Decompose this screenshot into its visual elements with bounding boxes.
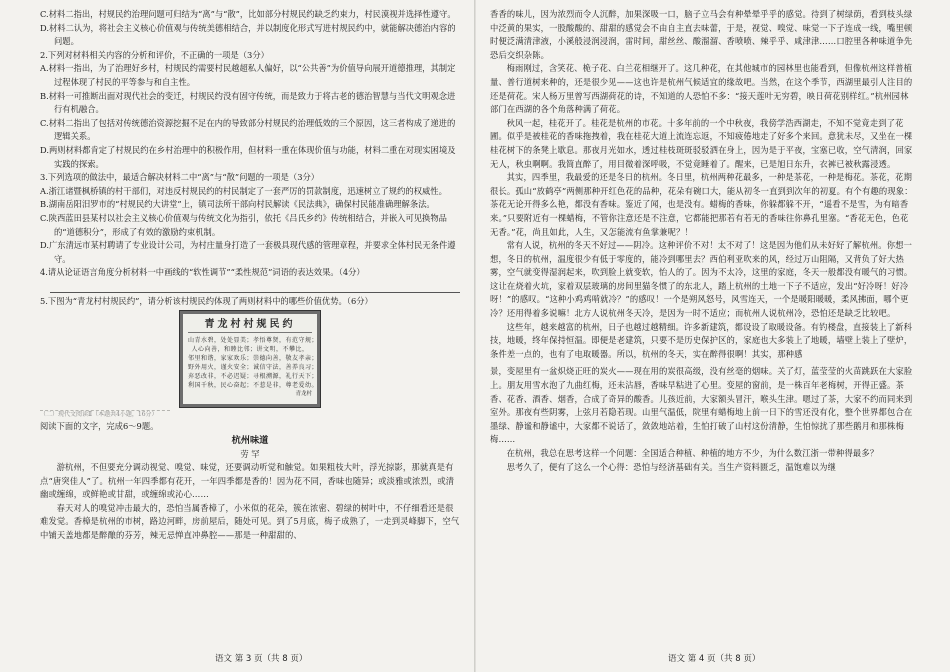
q3-option-d: D.广东清远市某村聘请了专业设计公司，为村庄量身打造了一套极具现代感的管理章程，并要求全体村民无条件遵守。 <box>40 240 456 264</box>
left-page <box>40 8 460 644</box>
right-page <box>490 8 915 644</box>
article-paragraph: 这些年，越来越富的杭州，日子也越过越精细。许多新建筑，都设设了取暖设备。有钓楼盘，直接装上了新科技，地暖，终年保持恒温。即便是老建筑，只要不是历史保护区的，家庭也大多装上了地暖，墙壁上装上了壁炉，条件差一点的，也有了电取暖器。所以，杭州的冬天，实在醉得很啊！其实，那种感 <box>490 321 913 359</box>
village-rules-figure <box>40 310 460 408</box>
q2-stem: 2.下列对材料相关内容的分析和评价，不正确的一项是（3分） <box>40 49 269 60</box>
article-paragraph: 其实，四季里，我最爱的还是冬日的杭州。冬日里，杭州两种花最多，一种是茶花，一种是梅花。茶花，花期很长。孤山“放鹤亭”两侧那种开红色花的品种，花朵有碗口大，能从初冬一直到到次年的初夏。有个有趣的现象：茶花无论开得多么艳，都没有香味。鉴近了闻，也是没有。蜡梅的香味，你躲都躲不开，“遥看不是雪，为有暗香来。”只要附近有一棵蜡梅，不管你注意还是不注意，它都能把那若有若无的香味往你鼻孔里塞。“香花无色，色花无香。”花，尚且如此，人生，又怎能流有鱼掌兼呢？！ <box>490 172 913 237</box>
q1-option-d: D.材料二认为，将社会主义核心价值观与传统美德相结合，并以制度化形式写进村规民约中，就能解决德治内容的问题。 <box>40 22 456 47</box>
q2-option-c: C.材料二指出了包括对传统德治资源挖掘不足在内的导致部分村规民约治理低效的三个原因，这三者构成了递进的逻辑关系。 <box>40 117 456 142</box>
article-paragraph: 思考久了，便有了这么一个心得：恐怕与经济基础有关。当生产资料匮乏，温饱难以为继 <box>506 461 837 472</box>
village-rules-line: 邻里和谐，家家欢乐；崇德向善，敬友孝亲； <box>188 355 319 363</box>
page-divider <box>474 0 476 672</box>
q3-stem: 3.下列选项的做法中，最适合解决材料二中“离”与“散”问题的一项是（3分） <box>40 172 320 183</box>
q3-option-c: C.陕西蓝田县某村以社会主义核心价值观与传统文化为指引，依托《吕氏乡约》传统相结合，并嵌入可见换物品的“道德积分”，形成了有效的激励约束机制。 <box>40 212 447 237</box>
village-rules-title: 青龙村村规民约 <box>188 318 312 333</box>
q3-option-a: A.浙江诸暨枫桥镇的村干部们，对违反村规民约的村民制定了一套严厉的罚款制度，迅速树立了规约的权威性。 <box>40 185 447 196</box>
village-rules-line: 人心向善，和睦比邻；讲文明，不攀比， <box>191 346 309 354</box>
q1-option-c: C.材料二指出，村规民约治理问题可归结为“离”与“散”，比如部分村规民约缺乏约束力，村民漠视并选择性遵守。 <box>40 9 456 19</box>
q2-option-a: A.材料一指出，为了治理好乡村，村规民约需要村民越超私人偏好，以“公共善”为价值导向展开道德推理，其制定过程体现了村民的平等参与和自主性。 <box>40 63 456 87</box>
article-paragraph: 春天对人的嗅觉冲击最大的，恐怕当属香樟了，小米似的花朵，簇在浓密、碧绿的树叶中，不仔细看还是很难发觉。香樟是杭州的市树，路边河畔，房前屋后，随处可见。到了5月底，梅子成熟了，一走到灵峰脚下，空气中铺天盖地都是醉酿的芬芳，辣无忌惮直冲鼻腔——那是一种甜甜的、 <box>40 502 460 541</box>
village-rules-line: 山青水碧，处处显美；孝悟尊贤，有范守规； <box>188 337 319 345</box>
article-paragraph: 常有人说，杭州的冬天不好过——阴冷。这种评价不对！太不对了！这是因为他们从未好好了解杭州。你想一想，冬日的杭州，温度很少有低于零度的，能冷到哪里去？西伯利亚吹来的风，经过万山阻隔，又背负了好大热雾，空气就变得湿润起来，吹到脸上就变软，怡人的了。因为不太冷，这里的家庭，冬天一般都没有暖气的习惯。这让在烧着火坑，家着双层玻璃的房间里猫冬惯了的东北人，踏上杭州的土地一下子不适应，发出“好冷呀！好冷呀！”的感叹。“这种小鸡鸡啃就冷？”的感叹！一个是朔风怒号，风雪连天，一个是暖阳暖暖，柔风拂面，哪个更冷？还用得着多说嘛！北方人说杭州冬天冷，是因为一时不适应；而杭州人说杭州冷，恐怕还是缺乏比较吧。 <box>490 240 913 319</box>
q2-option-b: B.材料一可推断出面对现代社会的变迁，村规民约没有固守传统，而是致力于将古老的德治智慧与当代文明观念进行有机融合。 <box>40 90 456 115</box>
article-paragraph: 景，变屋里有一盆炽烧正旺的炭火——现在用的炭很高级，没有丝毫的烟味。关了灯，蓝莹莹的火苗跳跃在大家脸上。朋友用雪水泡了九曲红梅，还未沾唇，香味早粘进了心里。变屋的窗前，是一株百年老梅树，开得正盛。茶香、花香、酒香、烟香，合成了奇异的酸香。儿孩近前，大家额头冒汗，喉头生津。嗯过了茶，大家不约而同来到室外。那夜有些阴雾，上弦月若隐若现。山里气温低，院里有蜡梅地上前一日下的雪还没有化，整个世界都包合在墨绿、静谧和静谧中，大家都不说话了，敛敛地站着，生怕打破了山村这份清静，生怕惊扰了那些鹅月和那株梅梅…… <box>490 366 913 445</box>
q5-stem: 5.下图为“青龙村村规民约”，请分析该村规民约体现了两则材料中的哪些价值优势。（6分） <box>40 295 373 306</box>
article-paragraph: 梅雨刚过，含笑花、桅子花、白兰花相继开了。这几种花，在其他城市的园林里也能看到，但像杭州这样普植量、普行道树来种的，还是很少见——这也许是杭州气候适宜的缘故吧。当然，在这个季节，西湖里最引人注目的还是荷花。宋人杨万里曾写西湖荷花的诗，不知道的人恐怕不多：“接天莲叶无穷碧，映日荷花别样红。”杭州园林部门在西湖的各个角落种满了荷花。 <box>490 63 913 115</box>
page-footer-right: 语文 第 4 页（共 8 页） <box>668 654 761 664</box>
article-paragraph: 在杭州，我总在思考这样一个问题：全国适合种植、种植的地方不少，为什么数江浙一带种得最多？ <box>506 448 879 458</box>
q4-stem: 4.请从论证语言角度分析材料一中画线的“软性调节”“柔性规范”词语的表达效果。（4分） <box>40 267 365 278</box>
q3-option-b: B.湖南岳阳汨罗市的“村规民约大讲堂”上，镇司法所干部向村民解读《民法典》，确保村民能准确理解条法。 <box>40 199 435 210</box>
village-rules-line: 弃恶改非，不必迟疑；寻根溯源，礼行天下； <box>188 373 319 381</box>
village-rules-line: 利国千秋，民心奋起；不惹是非，尊老爱幼。 <box>188 382 319 390</box>
article-paragraph: 游杭州，不但要充分调动视觉、嗅觉、味觉，还要调动听觉和触觉。如果粗枝大叶，浮光掠影，那就真是有点“唐突佳人”了。杭州一年四季都有花开，一年四季都是香的！因为花不同，香味也随异；或淡雅或浓烈，或清幽或缠绵，或鲜艳或甘甜，或缠绵或沁心…… <box>40 462 455 500</box>
village-rules-line: 野外用火，谨火安全；诚信守法，善养良习； <box>188 364 319 372</box>
article-paragraph: 香香的味儿，因为浓烈而令人沉醉，加果深吸一口，脑子立马会有种晕晕乎乎的感觉。待到了树绿荫，看到枝头绿中泛黄的果实，一股酸酸的、甜甜的感觉会不由自主直去味蕾，于是，视觉、嗅觉、味觉一下子连成一线，嘴里顿时便泛满清津液，小溪般浸润浸润，雷时间，甜丝丝、酸溜溜、香喷喷、辣乎乎、咸津津……口腔里各种味道争先恐后交织杂陈。 <box>490 9 913 60</box>
village-rules-signature: 青龙村 <box>295 391 312 398</box>
article-title: 杭州味道 <box>231 435 269 447</box>
section-caption-cut: （二）现代文阅读Ⅱ（本题共4小题，16分） <box>40 410 170 419</box>
article-author: 劳 罕 <box>240 449 260 460</box>
article-paragraph: 秋风一起，桂花开了。桂花是杭州的市花。十多年前的一个中秋夜，我傍学浩西湖走，不知不觉竟走到了花圃。似乎是被桂花的香味拖拽着，我在桂花大道上流连忘返，不知疲倦地走了好多个来回。意犹未尽，又坐在一棵桂花树下的条凳上歇息。那夜月光如水，透过桂枝斑斑驳驳洒在身上，因为是于平夜，宝塞已收，空气清润，回家无人，秋虫啊啊。我简直醉了，用目微着深呼吸，不觉竟睡着了。醒来，已是旭日东升，衣裤已被秋露浸透。 <box>490 117 913 169</box>
page-footer-left: 语文 第 3 页（共 8 页） <box>215 654 308 664</box>
answer-line <box>50 280 460 293</box>
village-rules-board <box>179 310 321 408</box>
reading-intro: 阅读下面的文字，完成6～9题。 <box>40 421 159 432</box>
q2-option-d: D.两则材料都肯定了村规民约在乡村治理中的积极作用，但材料一重在体现价值与功能，材料二重在对现实困境及实践的探索。 <box>40 144 456 169</box>
